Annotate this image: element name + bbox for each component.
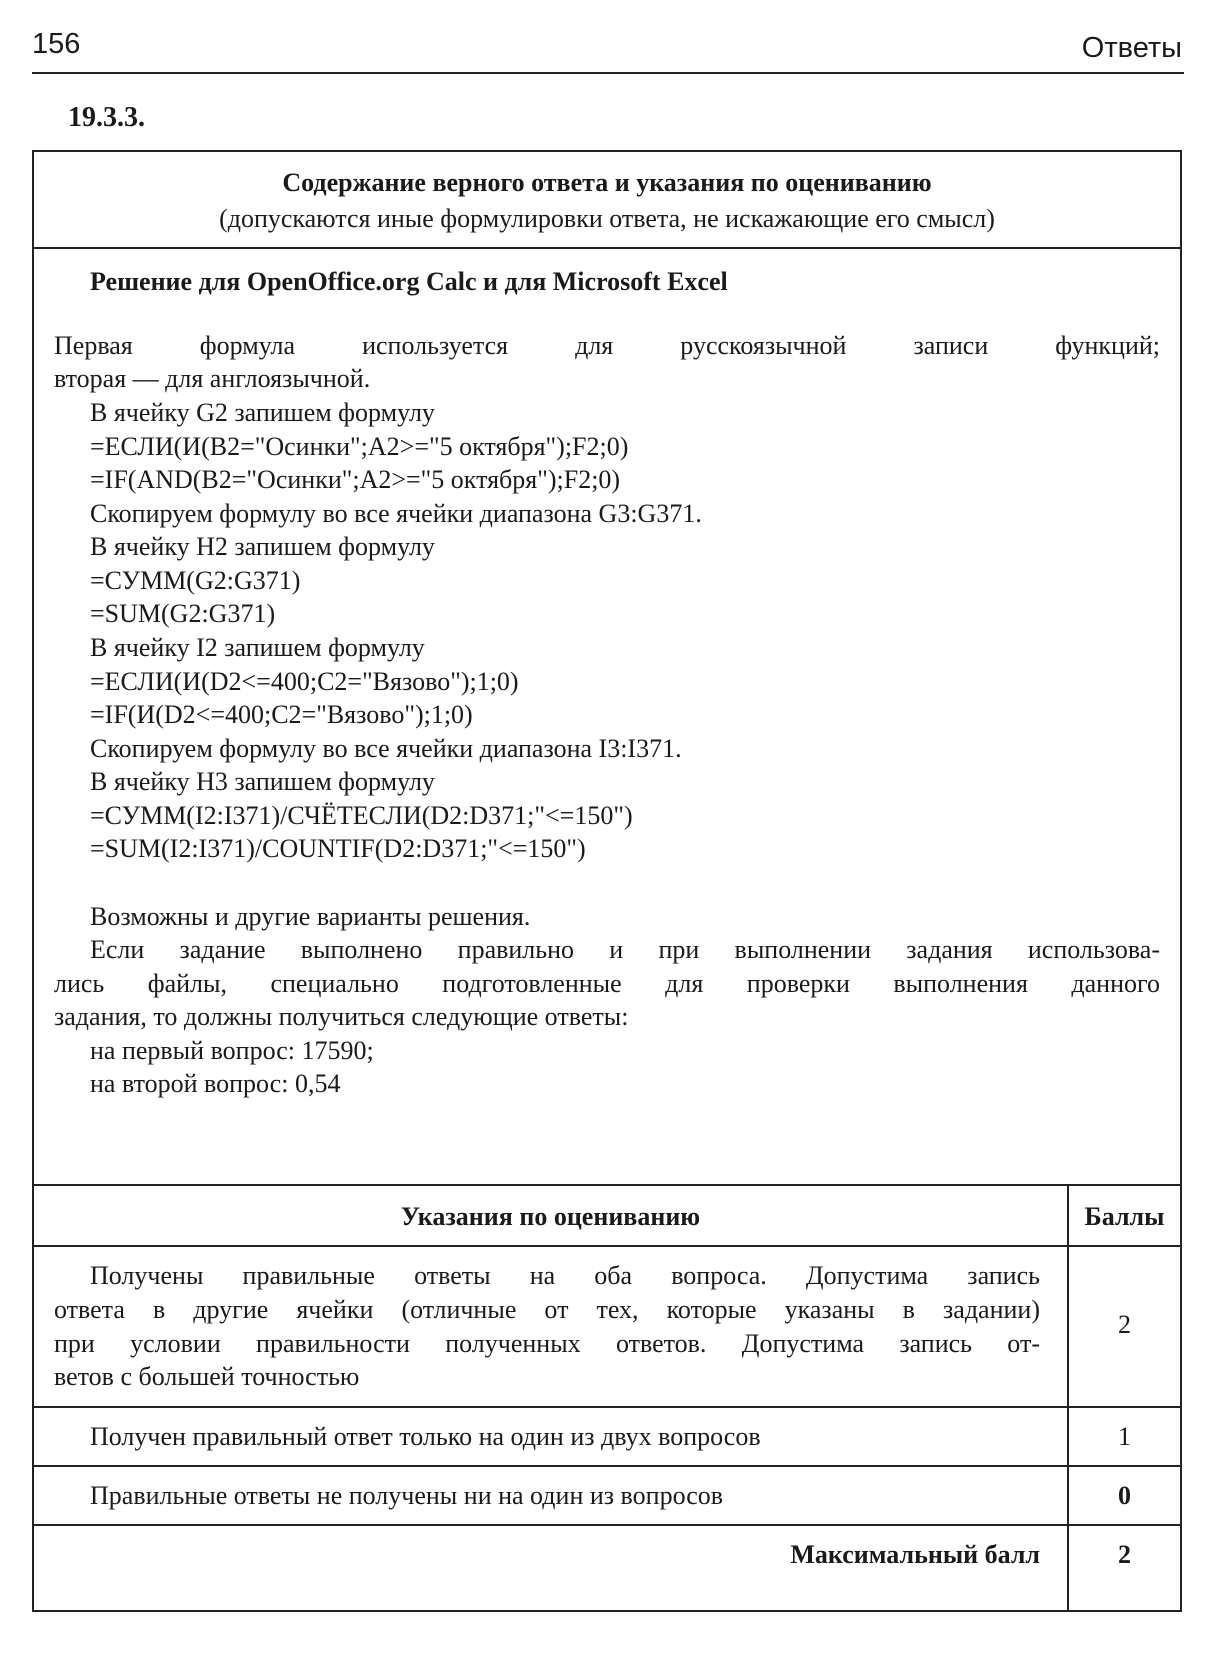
score-value: 2	[1118, 1310, 1131, 1339]
solution-line: В ячейку H3 запишем формулу	[90, 767, 435, 796]
grading-header-label: Указания по оцениванию	[400, 1202, 701, 1231]
formula-line: =IF(AND(B2="Осинки";A2>="5 октября");F2;0)	[90, 465, 621, 494]
formula-line: =ЕСЛИ(И(B2="Осинки";A2>="5 октября");F2;0)	[90, 432, 629, 461]
solution-line: вторая — для англоязычной.	[54, 364, 371, 393]
solution-line: В ячейку I2 запишем формулу	[90, 633, 425, 662]
task-number: 19.3.3.	[68, 102, 145, 133]
solution-line: В ячейку H2 запишем формулу	[90, 532, 435, 561]
criterion-line: ветов с большей точностью	[54, 1362, 360, 1391]
grading-header-score: Баллы	[1084, 1202, 1165, 1231]
grading-row	[34, 1245, 1180, 1406]
check-line: Если задание выполнено правильно и при выполнении задания использова-	[90, 935, 1160, 964]
formula-line: =SUM(G2:G371)	[90, 599, 276, 628]
criterion-line: Получен правильный ответ только на один из двух вопросов	[90, 1422, 761, 1451]
grading-row	[34, 1406, 1180, 1465]
grading-table	[34, 1184, 1180, 1610]
score-value: 1	[1118, 1422, 1131, 1451]
page-number: 156	[32, 28, 81, 60]
header-title: Содержание верного ответа и указания по оцениванию	[282, 168, 932, 197]
check-line: задания, то должны получиться следующие ответы:	[54, 1002, 629, 1031]
criterion-line: Правильные ответы не получены ни на один из вопросов	[90, 1481, 724, 1510]
formula-line: =СУММ(I2:I371)/СЧЁТЕСЛИ(D2:D371;"<=150")	[90, 801, 633, 830]
solution-title: Решение для OpenOffice.org Calc и для Microsoft Excel	[90, 267, 728, 296]
formula-line: =ЕСЛИ(И(D2<=400;C2="Вязово");1;0)	[90, 667, 519, 696]
grading-row	[34, 1465, 1180, 1524]
grading-header-row	[34, 1184, 1180, 1245]
max-score-value: 2	[1118, 1540, 1131, 1569]
criterion-line: при условии правильности полученных ответов. Допустима запись от-	[54, 1329, 1040, 1358]
answer-line: на первый вопрос: 17590;	[90, 1036, 374, 1065]
answer-table-header	[34, 152, 1180, 249]
formula-line: =СУММ(G2:G371)	[90, 566, 301, 595]
variants-note: Возможны и другие варианты решения.	[90, 902, 531, 931]
criterion-line: ответа в другие ячейки (отличные от тех, которые указаны в задании)	[54, 1295, 1040, 1324]
solution-line: Скопируем формулу во все ячейки диапазона G3:G371.	[90, 499, 702, 528]
solution-section	[34, 249, 1180, 1184]
score-value: 0	[1118, 1481, 1131, 1510]
max-score-row	[34, 1524, 1180, 1610]
header-subtitle: (допускаются иные формулировки ответа, не искажающие его смысл)	[219, 204, 995, 233]
answer-line: на второй вопрос: 0,54	[90, 1069, 341, 1098]
solution-line: В ячейку G2 запишем формулу	[90, 398, 435, 427]
formula-line: =SUM(I2:I371)/COUNTIF(D2:D371;"<=150")	[90, 834, 586, 863]
criterion-line: Получены правильные ответы на оба вопроса. Допустима запись	[90, 1261, 1040, 1290]
answer-table	[32, 150, 1182, 1612]
section-name: Ответы	[1081, 32, 1182, 64]
solution-line: Первая формула используется для русскоязычной записи функций;	[54, 331, 1160, 360]
formula-line: =IF(И(D2<=400;C2="Вязово");1;0)	[90, 700, 473, 729]
check-line: лись файлы, специально подготовленные для проверки выполнения данного	[54, 969, 1160, 998]
running-head	[32, 22, 1184, 74]
solution-line: Скопируем формулу во все ячейки диапазона I3:I371.	[90, 734, 682, 763]
max-score-label: Максимальный балл	[790, 1540, 1040, 1569]
